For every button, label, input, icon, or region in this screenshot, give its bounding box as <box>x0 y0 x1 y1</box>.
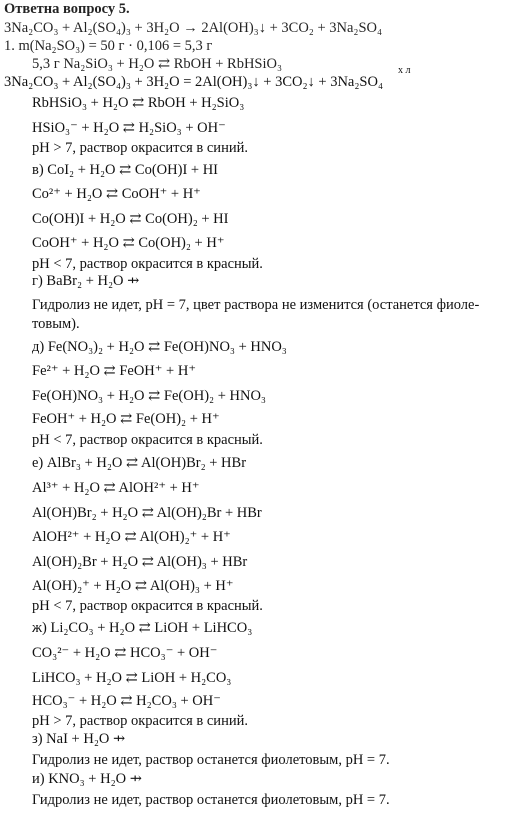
text-line-r18: Al³⁺ + H₂O ⇄ AlOH²⁺ + H⁺ <box>32 480 200 496</box>
text-line-r23: pH < 7, раствор окрасится в красный. <box>32 598 263 614</box>
text-line-r11: товым). <box>32 316 80 332</box>
text-line-r15: FeOH⁺ + H₂O ⇄ Fe(OH)₂ + H⁺ <box>32 411 220 427</box>
text-line-r16: pH < 7, раствор окрасится в красный. <box>32 432 263 448</box>
text-line-r6: Co(OH)I + H₂O ⇄ Co(OH)₂ + HI <box>32 211 229 227</box>
text-line-r1: RbHSiO₃ + H₂O ⇄ RbOH + H₂SiO₃ <box>32 95 245 111</box>
text-line-r7: CoOH⁺ + H₂O ⇄ Co(OH)₂ + H⁺ <box>32 235 225 251</box>
text-line-r29: з) NaI + H₂O ⇸ <box>32 731 126 747</box>
text-line-h4: 5,3 г Na₂SiO₃ + H₂O ⇄ RbOH + RbHSiO₃ <box>32 56 283 72</box>
text-line-r28: pH > 7, раствор окрасится в синий. <box>32 713 248 729</box>
text-line-x1: х л <box>398 65 411 76</box>
text-line-r8: pH < 7, раствор окрасится в красный. <box>32 256 263 272</box>
text-line-r14: Fe(OH)NO₃ + H₂O ⇄ Fe(OH)₂ + HNO₃ <box>32 388 266 404</box>
text-line-r24: ж) Li₂CO₃ + H₂O ⇄ LiOH + LiHCO₃ <box>32 620 253 636</box>
text-line-r31: и) KNO₃ + H₂O ⇸ <box>32 771 142 787</box>
text-line-r5: Co²⁺ + H₂O ⇄ CoOH⁺ + H⁺ <box>32 186 201 202</box>
text-line-r2: HSiO₃⁻ + H₂O ⇄ H₂SiO₃ + OH⁻ <box>32 120 226 136</box>
text-line-r22: Al(OH)₂⁺ + H₂O ⇄ Al(OH)₃ + H⁺ <box>32 578 234 594</box>
text-line-r3: pH > 7, раствор окрасится в синий. <box>32 140 248 156</box>
text-line-r12: д) Fe(NO₃)₂ + H₂O ⇄ Fe(OH)NO₃ + HNO₃ <box>32 339 287 355</box>
text-line-r13: Fe²⁺ + H₂O ⇄ FeOH⁺ + H⁺ <box>32 363 196 379</box>
text-line-r25: CO₃²⁻ + H₂O ⇄ HCO₃⁻ + OH⁻ <box>32 645 218 661</box>
text-line-h1: Ответна вопросу 5. <box>4 1 130 17</box>
text-line-r19: Al(OH)Br₂ + H₂O ⇄ Al(OH)₂Br + HBr <box>32 505 262 521</box>
text-line-r32: Гидролиз не идет, раствор останется фиолетовым, pH = 7. <box>32 792 390 808</box>
text-line-h2: 3Na₂CO₃ + Al₂(SO₄)₃ + 3H₂O → 2Al(OH)₃↓ + 3CO₂ + 3Na₂SO₄ <box>4 20 383 36</box>
text-line-r21: Al(OH)₂Br + H₂O ⇄ Al(OH)₃ + HBr <box>32 554 248 570</box>
text-line-r10: Гидролиз не идет, pH = 7, цвет раствора не изменится (останется фиоле- <box>32 297 480 313</box>
text-line-r9: г) BaBr₂ + H₂O ⇸ <box>32 273 140 289</box>
text-line-r27: HCO₃⁻ + H₂O ⇄ H₂CO₃ + OH⁻ <box>32 693 221 709</box>
text-line-r26: LiHCO₃ + H₂O ⇄ LiOH + H₂CO₃ <box>32 670 232 686</box>
text-line-r4: в) CoI₂ + H₂O ⇄ Co(OH)I + HI <box>32 162 219 178</box>
text-line-r20: AlOH²⁺ + H₂O ⇄ Al(OH)₂⁺ + H⁺ <box>32 529 231 545</box>
text-line-r17: е) AlBr₃ + H₂O ⇄ Al(OH)Br₂ + HBr <box>32 455 247 471</box>
text-line-r30: Гидролиз не идет, раствор останется фиолетовым, pH = 7. <box>32 752 390 768</box>
text-line-h3: 1. m(Na₂SO₃) = 50 г · 0,106 = 5,3 г <box>4 38 213 54</box>
text-line-h5: 3Na₂CO₃ + Al₂(SO₄)₃ + 3H₂O = 2Al(OH)₃↓ + 3CO₂↓ + 3Na₂SO₄ <box>4 74 384 90</box>
